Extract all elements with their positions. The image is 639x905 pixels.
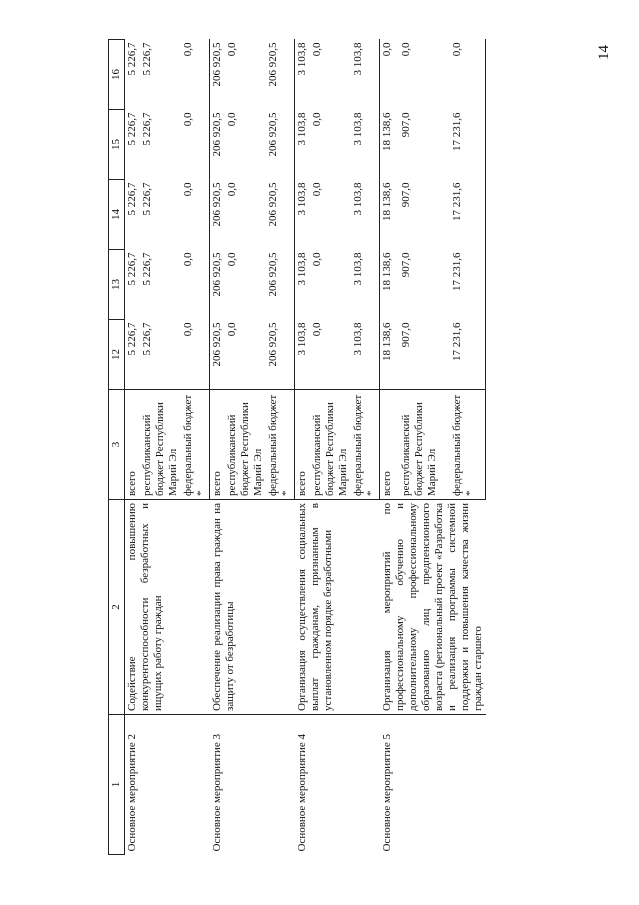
value-cell: 5 226,7 bbox=[126, 182, 138, 216]
value-cell: 18 138,6 bbox=[381, 112, 393, 151]
value-cell: 0,0 bbox=[181, 40, 210, 110]
value-cell: 5 226,7 bbox=[126, 42, 138, 76]
value-cell: 206 920,5 bbox=[211, 182, 223, 227]
value-cell: 0,0 bbox=[226, 252, 238, 267]
activity-name: Основное мероприятие 5 bbox=[380, 715, 486, 855]
value-cell: 0,0 bbox=[226, 182, 238, 197]
table-row bbox=[295, 40, 311, 855]
value-cell: 3 103,8 bbox=[296, 42, 308, 76]
value-cell: 5 226,7 bbox=[126, 252, 138, 286]
table-row bbox=[210, 40, 226, 855]
funding-source: федеральный бюджет * bbox=[351, 390, 380, 500]
value-cell: 3 103,8 bbox=[296, 322, 308, 356]
value-cell: 0,0 bbox=[311, 252, 323, 267]
header-cell: 2 bbox=[109, 500, 125, 715]
activity-description: Обеспечение реализации права граждан на защиту от безработицы bbox=[210, 500, 295, 715]
header-cell: 14 bbox=[109, 180, 125, 250]
funding-source: республиканский бюджет Республики Марий Эл bbox=[310, 390, 351, 500]
activity-name: Основное мероприятие 4 bbox=[295, 715, 380, 855]
activity-name: Основное мероприятие 3 bbox=[210, 715, 295, 855]
value-cell: 3 103,8 bbox=[351, 250, 380, 320]
value-cell: 0,0 bbox=[181, 320, 210, 390]
value-cell: 206 920,5 bbox=[211, 252, 223, 297]
value-cell: 0,0 bbox=[226, 322, 238, 337]
value-cell: 907,0 bbox=[399, 322, 412, 348]
value-cell: 3 103,8 bbox=[351, 180, 380, 250]
activity-description: Содействие повышению конкурентоспособности безработных и ищущих работу граждан bbox=[125, 500, 210, 715]
value-cell: 18 138,6 bbox=[381, 322, 393, 361]
value-cell: 3 103,8 bbox=[351, 320, 380, 390]
value-cell: 0,0 bbox=[311, 182, 323, 197]
table-row bbox=[125, 40, 141, 855]
value-cell: 206 920,5 bbox=[211, 42, 223, 87]
value-cell: 0,0 bbox=[450, 40, 486, 110]
page-number: 14 bbox=[596, 45, 612, 60]
value-cell: 0,0 bbox=[399, 42, 412, 57]
value-cell: 3 103,8 bbox=[296, 252, 308, 286]
table-body bbox=[125, 40, 486, 855]
funding-source: всего bbox=[380, 390, 399, 500]
value-cell: 3 103,8 bbox=[351, 40, 380, 110]
value-cell: 3 103,8 bbox=[296, 182, 308, 216]
value-cell: 17 231,6 bbox=[450, 320, 486, 390]
funding-source: республиканский бюджет Республики Марий Эл bbox=[225, 390, 266, 500]
value-cell: 907,0 bbox=[399, 112, 412, 138]
value-cell: 17 231,6 bbox=[450, 250, 486, 320]
value-cell: 5 226,7 bbox=[141, 112, 153, 146]
table-row bbox=[380, 40, 399, 855]
header-cell: 12 bbox=[109, 320, 125, 390]
value-cell: 907,0 bbox=[399, 252, 412, 278]
rotated-table-container bbox=[108, 40, 588, 855]
funding-source: федеральный бюджет * bbox=[181, 390, 210, 500]
header-cell: 16 bbox=[109, 40, 125, 110]
value-cell: 5 226,7 bbox=[126, 322, 138, 356]
header-cell: 13 bbox=[109, 250, 125, 320]
header-cell: 15 bbox=[109, 110, 125, 180]
value-cell: 5 226,7 bbox=[126, 112, 138, 146]
value-cell: 5 226,7 bbox=[141, 322, 153, 356]
funding-source: всего bbox=[295, 390, 311, 500]
funding-source: республиканский бюджет Республики Марий Эл bbox=[140, 390, 181, 500]
value-cell: 18 138,6 bbox=[381, 252, 393, 291]
funding-source: федеральный бюджет * bbox=[450, 390, 486, 500]
budget-table bbox=[108, 39, 486, 855]
value-cell: 0,0 bbox=[181, 110, 210, 180]
activity-description: Организация мероприятий по профессиональному обучению и дополнительному профессиональному образованию лиц предпенсионного возраста (региональный проект «Разработка и реализация программы системной поддержки и повышения качества жизни граждан старшего bbox=[380, 500, 486, 715]
value-cell: 5 226,7 bbox=[141, 182, 153, 216]
value-cell: 0,0 bbox=[226, 42, 238, 57]
value-cell: 206 920,5 bbox=[211, 322, 223, 367]
activity-description: Организация осуществления социальных выплат гражданам, признанным в установленном порядке безработными bbox=[295, 500, 380, 715]
header-cell: 1 bbox=[109, 715, 125, 855]
value-cell: 0,0 bbox=[311, 42, 323, 57]
header-row bbox=[109, 40, 125, 855]
value-cell: 0,0 bbox=[181, 250, 210, 320]
value-cell: 5 226,7 bbox=[141, 252, 153, 286]
value-cell: 206 920,5 bbox=[266, 320, 295, 390]
value-cell: 206 920,5 bbox=[266, 250, 295, 320]
funding-source: всего bbox=[210, 390, 226, 500]
value-cell: 0,0 bbox=[181, 180, 210, 250]
value-cell: 0,0 bbox=[311, 112, 323, 127]
funding-source: республиканский бюджет Республики Марий Эл bbox=[399, 390, 450, 500]
value-cell: 0,0 bbox=[226, 112, 238, 127]
value-cell: 17 231,6 bbox=[450, 180, 486, 250]
value-cell: 206 920,5 bbox=[211, 112, 223, 157]
value-cell: 0,0 bbox=[381, 42, 393, 57]
value-cell: 3 103,8 bbox=[296, 112, 308, 146]
value-cell: 18 138,6 bbox=[381, 182, 393, 221]
header-cell: 3 bbox=[109, 390, 125, 500]
value-cell: 907,0 bbox=[399, 182, 412, 208]
value-cell: 3 103,8 bbox=[351, 110, 380, 180]
funding-source: всего bbox=[125, 390, 141, 500]
activity-name: Основное мероприятие 2 bbox=[125, 715, 210, 855]
value-cell: 0,0 bbox=[311, 322, 323, 337]
value-cell: 206 920,5 bbox=[266, 40, 295, 110]
value-cell: 206 920,5 bbox=[266, 110, 295, 180]
value-cell: 206 920,5 bbox=[266, 180, 295, 250]
value-cell: 5 226,7 bbox=[141, 42, 153, 76]
funding-source: федеральный бюджет * bbox=[266, 390, 295, 500]
value-cell: 17 231,6 bbox=[450, 110, 486, 180]
